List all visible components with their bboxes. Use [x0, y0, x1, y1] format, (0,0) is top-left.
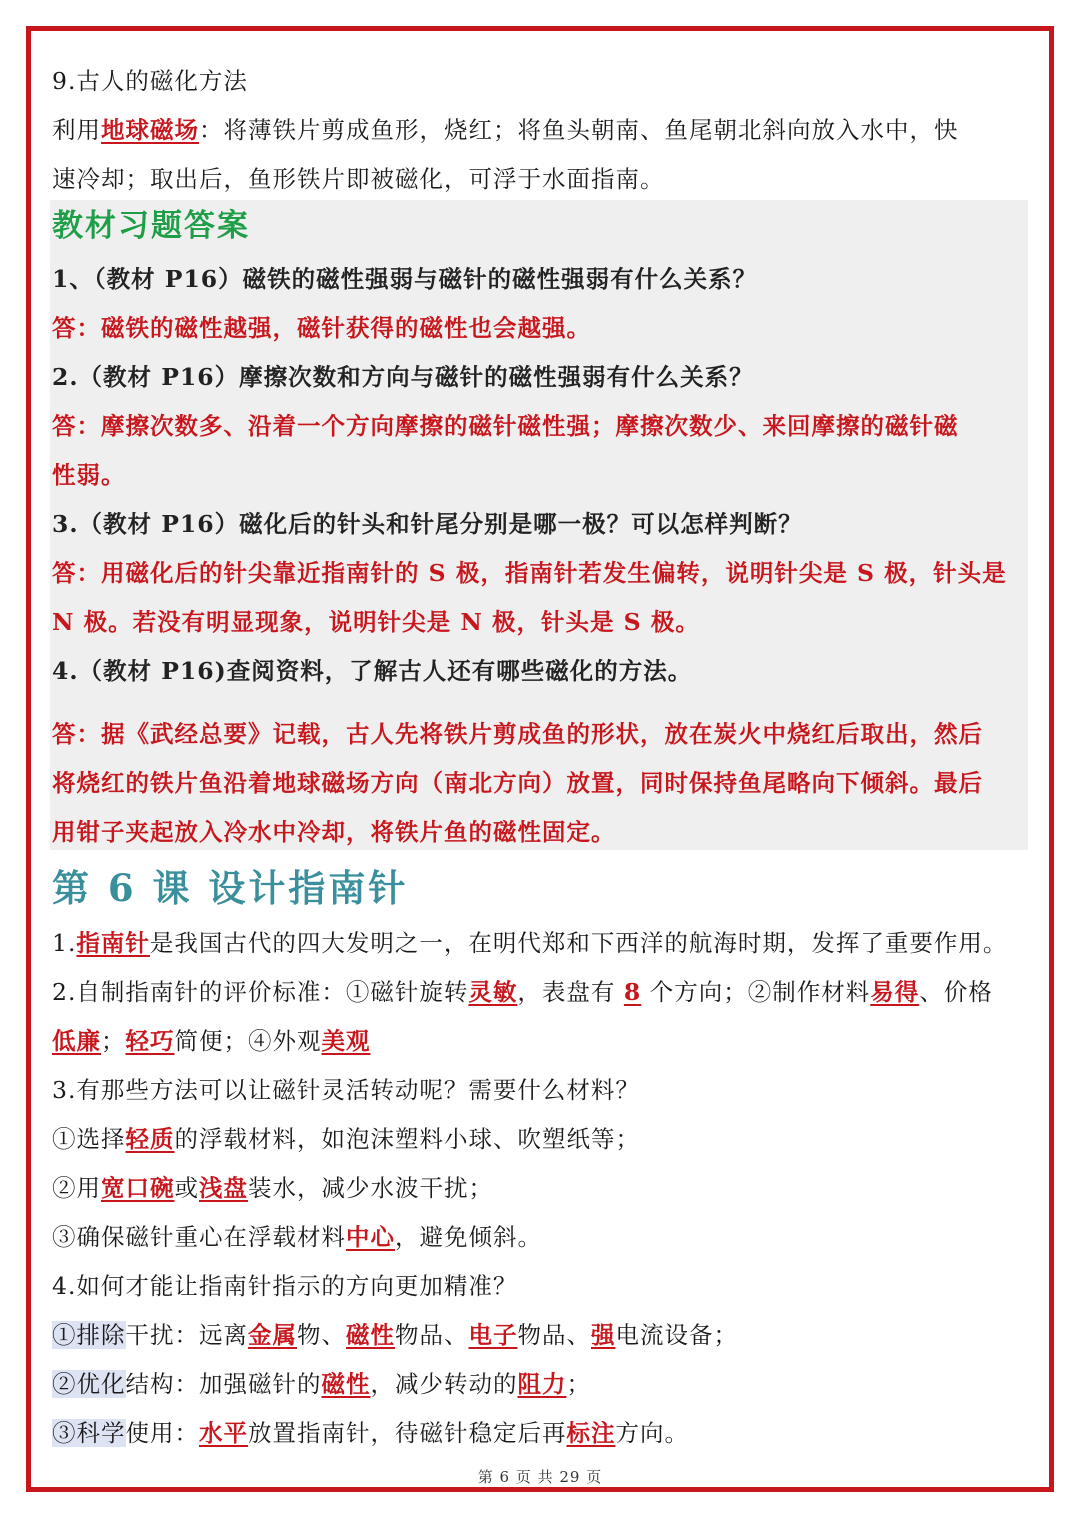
text: 2.自制指南针的评价标准：①磁针旋转 [52, 978, 469, 1006]
keyword: 指南针 [76, 929, 150, 957]
text: ，减少转动的 [370, 1370, 518, 1398]
text: ：将薄铁片剪成鱼形，烧红；将鱼头朝南、鱼尾朝北斜向放入水中，快 [199, 116, 959, 144]
keyword: 浅盘 [199, 1174, 248, 1202]
keyword: 8 [623, 978, 642, 1006]
text: ①选择 [52, 1125, 126, 1153]
text: 个方向；②制作材料 [641, 978, 871, 1006]
text: ②用 [52, 1174, 101, 1202]
text: ③确保磁针重心在浮载材料 [52, 1223, 346, 1251]
answer: 用钳子夹起放入冷水中冷却，将铁片鱼的磁性固定。 [52, 818, 616, 846]
keyword: 易得 [870, 978, 920, 1006]
list-item [52, 1122, 1037, 1156]
paragraph: 速冷却；取出后，鱼形铁片即被磁化，可浮于水面指南。 [52, 165, 665, 193]
keyword: 电子 [468, 1321, 518, 1349]
text: ，避免倾斜。 [395, 1223, 542, 1251]
answer: 答：磁铁的磁性越强，磁针获得的磁性也会越强。 [52, 314, 591, 342]
keyword: 低廉 [52, 1027, 101, 1055]
keyword: 磁性 [346, 1321, 395, 1349]
text: ，表盘有 [517, 978, 624, 1006]
text: 简便；④外观 [174, 1027, 322, 1055]
question: 1、（教材 P16）磁铁的磁性强弱与磁针的磁性强弱有什么关系？ [52, 265, 758, 293]
text: 物品、 [517, 1321, 591, 1349]
keyword: 灵敏 [468, 978, 518, 1006]
text: 装水，减少水波干扰； [248, 1174, 493, 1202]
list-item [52, 1416, 1037, 1450]
text: 放置指南针，待磁针稳定后再 [248, 1419, 567, 1447]
paragraph [52, 113, 1037, 147]
keyword: 金属 [248, 1321, 297, 1349]
keyword: 轻巧 [125, 1027, 175, 1055]
list-item [52, 1220, 1037, 1254]
text: 干扰：远离 [125, 1321, 248, 1349]
exercise-title: 教材习题答案 [52, 208, 250, 244]
keyword: 地球磁场 [101, 116, 199, 144]
text: ； [101, 1027, 126, 1055]
text: 使用： [125, 1419, 199, 1447]
highlight: ①排除 [52, 1321, 126, 1349]
text: 、价格 [919, 978, 993, 1006]
list-item [52, 1367, 1037, 1401]
answer: 答：据《武经总要》记载，古人先将铁片剪成鱼的形状，放在炭火中烧红后取出，然后 [52, 720, 983, 748]
paragraph [52, 926, 1037, 960]
highlight: ②优化 [52, 1370, 126, 1398]
question: 3.（教材 P16）磁化后的针头和针尾分别是哪一极？可以怎样判断？ [52, 510, 803, 538]
text: 或 [174, 1174, 199, 1202]
answer: N 极。若没有明显现象，说明针尖是 N 极，针头是 S 极。 [52, 608, 700, 636]
page-footer: 第 6 页 共 29 页 [477, 1468, 603, 1486]
text: 的浮载材料，如泡沫塑料小球、吹塑纸等； [174, 1125, 640, 1153]
text: 物、 [297, 1321, 346, 1349]
text: 利用 [52, 116, 101, 144]
text: 电流设备； [615, 1321, 738, 1349]
keyword: 强 [591, 1321, 616, 1349]
answer: 答：用磁化后的针尖靠近指南针的 S 极，指南针若发生偏转，说明针尖是 S 极，针头是 [52, 559, 1007, 587]
keyword: 美观 [321, 1027, 371, 1055]
text: 1. [52, 929, 77, 957]
answer: 将烧红的铁片鱼沿着地球磁场方向（南北方向）放置，同时保持鱼尾略向下倾斜。最后 [52, 769, 983, 797]
keyword: 中心 [346, 1223, 395, 1251]
text: 方向。 [615, 1419, 689, 1447]
paragraph: 3.有那些方法可以让磁针灵活转动呢？需要什么材料？ [52, 1076, 640, 1104]
keyword: 标注 [566, 1419, 616, 1447]
paragraph: 4.如何才能让指南针指示的方向更加精准？ [52, 1272, 518, 1300]
list-item [52, 1171, 1037, 1205]
list-item [52, 1318, 1037, 1352]
keyword: 磁性 [321, 1370, 371, 1398]
keyword: 轻质 [125, 1125, 175, 1153]
keyword: 宽口碗 [101, 1174, 175, 1202]
lesson-title: 第 6 课 设计指南针 [52, 866, 409, 910]
answer: 答：摩擦次数多、沿着一个方向摩擦的磁针磁性强；摩擦次数少、来回摩擦的磁针磁 [52, 412, 959, 440]
highlight: ③科学 [52, 1419, 126, 1447]
section-title: 9.古人的磁化方法 [52, 67, 248, 95]
question: 4.（教材 P16)查阅资料，了解古人还有哪些磁化的方法。 [52, 657, 693, 685]
keyword: 阻力 [517, 1370, 567, 1398]
text: ； [566, 1370, 591, 1398]
text: 是我国古代的四大发明之一，在明代郑和下西洋的航海时期，发挥了重要作用。 [149, 929, 1008, 957]
paragraph [52, 1024, 1037, 1058]
text: 物品、 [395, 1321, 469, 1349]
answer: 性弱。 [52, 461, 126, 489]
keyword: 水平 [199, 1419, 248, 1447]
paragraph [52, 975, 1037, 1009]
question: 2.（教材 P16）摩擦次数和方向与磁针的磁性强弱有什么关系？ [52, 363, 754, 391]
text: 结构：加强磁针的 [125, 1370, 322, 1398]
